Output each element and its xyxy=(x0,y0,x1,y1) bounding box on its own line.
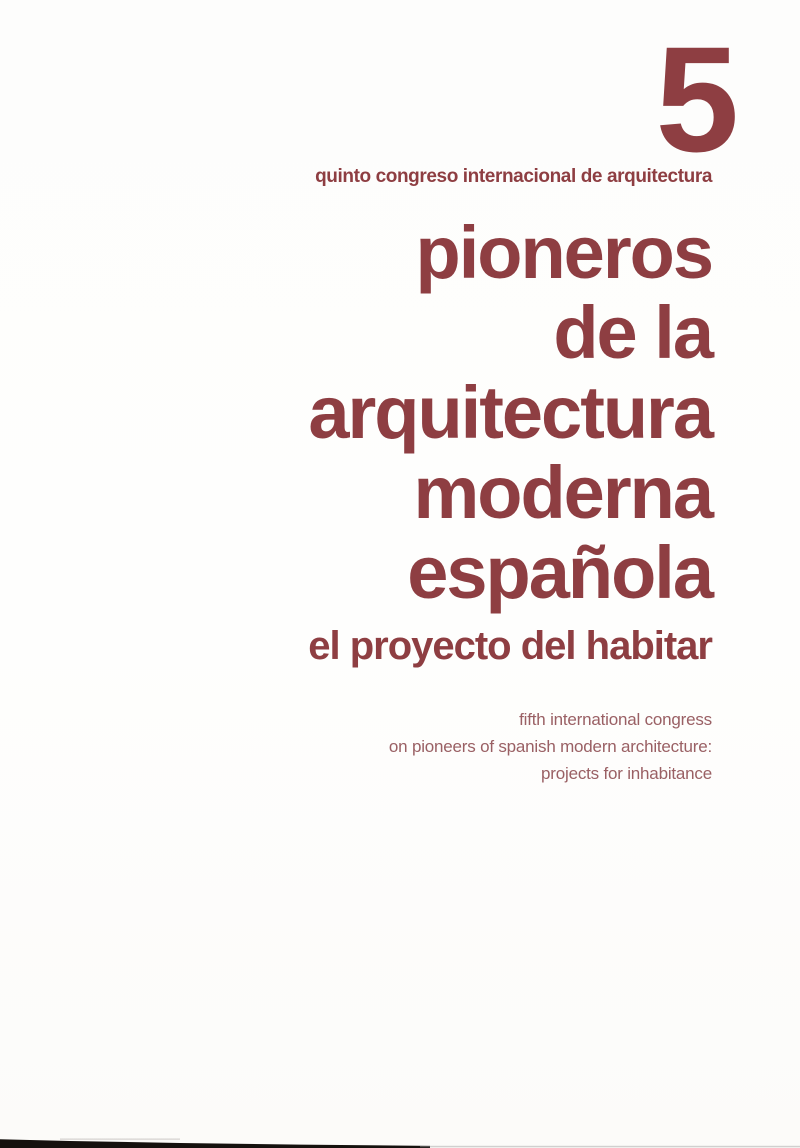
congress-line-spanish: quinto congreso internacional de arquitectura xyxy=(315,166,712,187)
edition-number: 5 xyxy=(655,15,736,183)
congress-en-line-2: on pioneers of spanish modern architecture: xyxy=(388,737,712,756)
title-line-2: de la xyxy=(553,291,712,374)
congress-en-line-3: projects for inhabitance xyxy=(541,764,712,783)
title-line-5: española xyxy=(407,531,712,614)
congress-lines-english xyxy=(389,706,712,787)
title-line-4: moderna xyxy=(413,451,712,534)
title-line-3: arquitectura xyxy=(308,371,712,454)
subtitle-spanish: el proyecto del habitar xyxy=(308,624,712,668)
scan-edge-artifact xyxy=(0,1136,800,1148)
main-title xyxy=(308,213,712,613)
congress-en-line-1: fifth international congress xyxy=(519,710,712,729)
title-line-1: pioneros xyxy=(415,211,712,294)
